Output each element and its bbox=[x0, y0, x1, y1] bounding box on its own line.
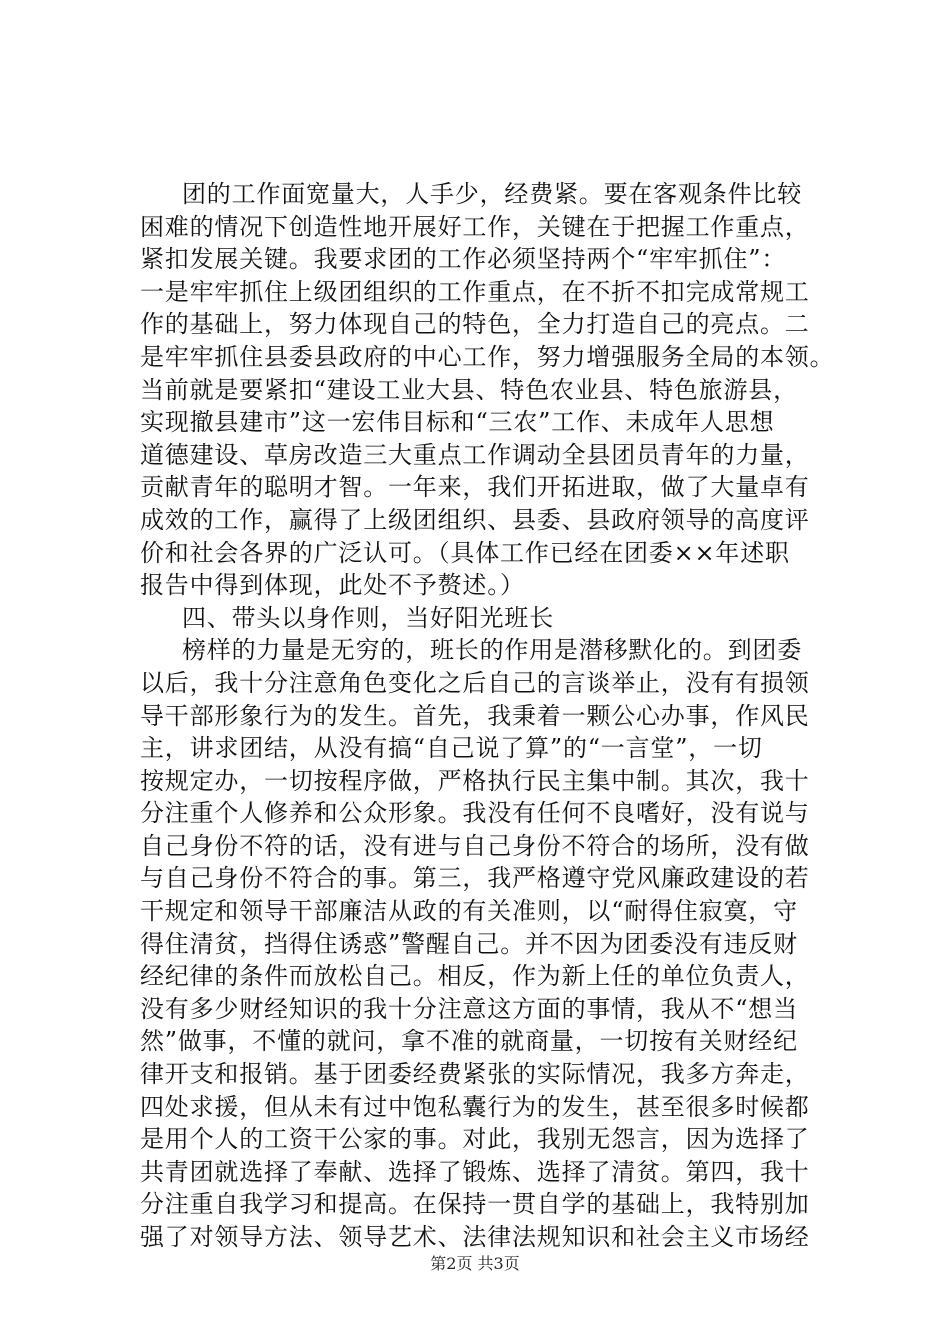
text-line: 一是牢牢抓住上级团组织的工作重点，在不折不扣完成常规工 bbox=[140, 277, 810, 306]
text-line: 按规定办，一切按程序做，严格执行民主集中制。其次，我十 bbox=[140, 766, 810, 795]
text-line: 是牢牢抓住县委县政府的中心工作，努力增强服务全局的本领。 bbox=[140, 342, 835, 371]
text-line: 强了对领导方法、领导艺术、法律法规知识和社会主义市场经 bbox=[140, 1223, 810, 1251]
text-line: 分注重个人修养和公众形象。我没有任何不良嗜好，没有说与 bbox=[140, 799, 810, 828]
text-line: 道德建设、草房改造三大重点工作调动全县团员青年的力量， bbox=[140, 440, 810, 469]
text-line: 价和社会各界的广泛认可。（具体工作已经在团委××年述职 bbox=[140, 538, 790, 567]
text-line: 共青团就选择了奉献、选择了锻炼、选择了清贫。第四，我十 bbox=[140, 1157, 810, 1186]
text-line: 干规定和领导干部廉洁从政的有关准则，以“耐得住寂寞，守 bbox=[140, 897, 798, 926]
text-line: 然”做事，不懂的就问，拿不准的就商量，一切按有关财经纪 bbox=[140, 1027, 798, 1056]
text-line: 报告中得到体现，此处不予赘述。） bbox=[140, 571, 525, 600]
text-line: 导干部形象行为的发生。首先，我秉着一颗公心办事，作风民 bbox=[140, 701, 810, 730]
text-line: 成效的工作，赢得了上级团组织、县委、县政府领导的高度评 bbox=[140, 505, 810, 534]
page-number-label: 第2页 共3页 bbox=[430, 1254, 520, 1273]
text-line: 得住清贫，挡得住诱惑”警醒自己。并不因为团委没有违反财 bbox=[140, 929, 798, 958]
text-line: 贡献青年的聪明才智。一年来，我们开拓进取，做了大量卓有 bbox=[140, 473, 810, 502]
text-line: 四处求援，但从未有过中饱私囊行为的发生，甚至很多时候都 bbox=[140, 1092, 810, 1121]
text-line: 紧扣发展关键。我要求团的工作必须坚持两个“牢牢抓住”： bbox=[140, 245, 787, 274]
text-line: 主，讲求团结，从没有搞“自己说了算”的“一言堂”，一切 bbox=[140, 734, 763, 763]
text-line: 当前就是要紧扣“建设工业大县、特色农业县、特色旅游县， bbox=[140, 375, 798, 404]
text-line: 分注重自我学习和提高。在保持一贯自学的基础上，我特别加 bbox=[140, 1190, 810, 1219]
text-line: 自己身份不符的话，没有进与自己身份不符合的场所，没有做 bbox=[140, 831, 810, 860]
text-line: 团的工作面宽量大，人手少，经费紧。要在客观条件比较 bbox=[182, 180, 802, 208]
text-line: 经纪律的条件而放松自己。相反，作为新上任的单位负责人， bbox=[140, 962, 810, 991]
document-body bbox=[140, 178, 840, 1254]
text-line: 以后，我十分注意角色变化之后自己的言谈举止，没有有损领 bbox=[140, 668, 810, 697]
text-line: 作的基础上，努力体现自己的特色，全力打造自己的亮点。二 bbox=[140, 310, 810, 339]
text-line: 与自己身份不符合的事。第三，我严格遵守党风廉政建设的若 bbox=[140, 864, 810, 893]
text-line: 是用个人的工资干公家的事。对此，我别无怨言，因为选择了 bbox=[140, 1125, 810, 1154]
text-line: 律开支和报销。基于团委经费紧张的实际情况，我多方奔走， bbox=[140, 1060, 810, 1089]
text-line: 没有多少财经知识的我十分注意这方面的事情，我从不“想当 bbox=[140, 994, 798, 1023]
page-footer bbox=[0, 1254, 950, 1274]
text-line: 困难的情况下创造性地开展好工作，关键在于把握工作重点， bbox=[140, 212, 810, 241]
text-line: 榜样的力量是无穷的，班长的作用是潜移默化的。到团委 bbox=[182, 636, 802, 665]
section-heading: 四、带头以身作则，当好阳光班长 bbox=[182, 603, 554, 632]
text-line: 实现撤县建市”这一宏伟目标和“三农”工作、未成年人思想 bbox=[140, 408, 775, 437]
